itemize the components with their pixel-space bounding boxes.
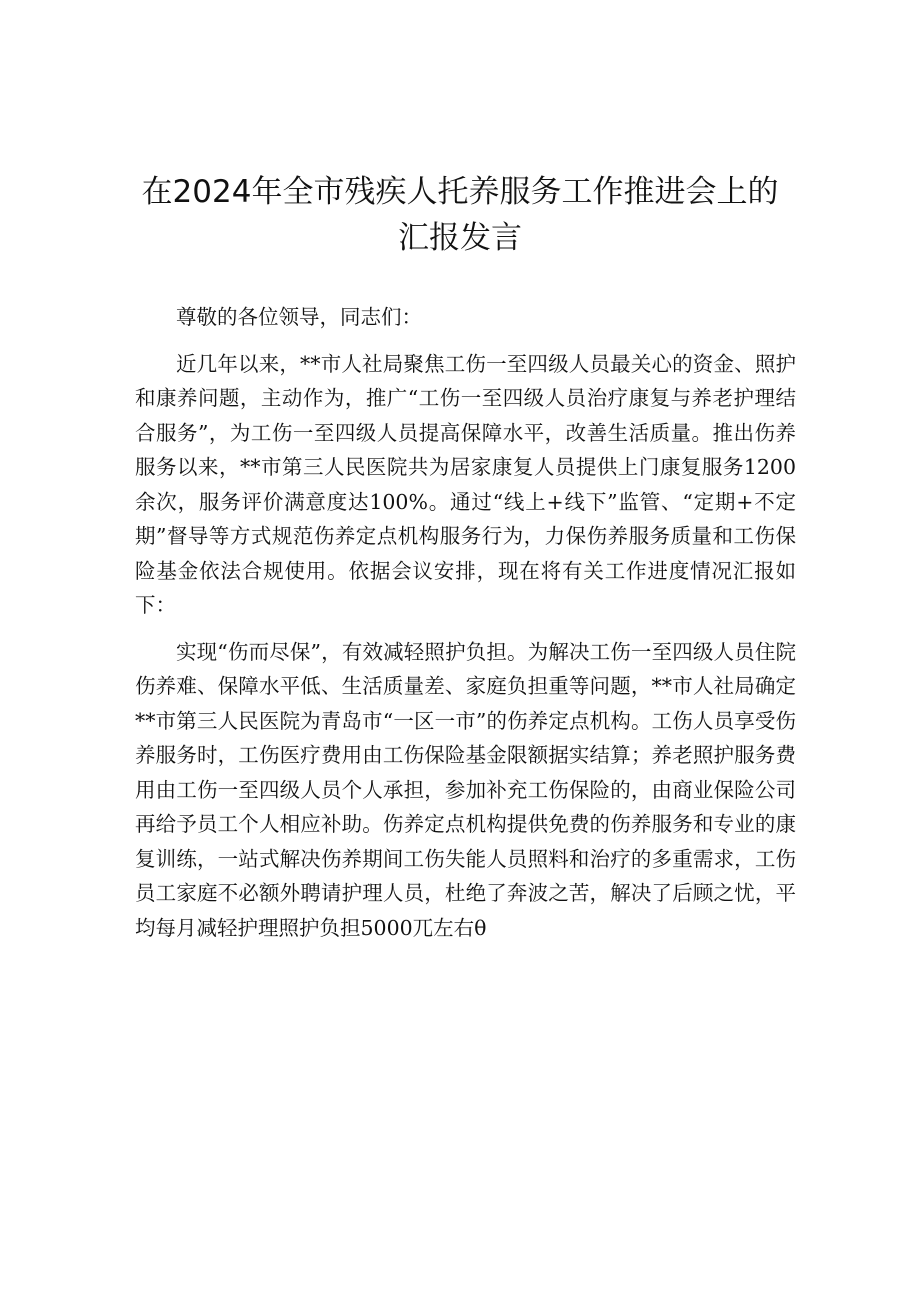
document-title xyxy=(100,169,820,261)
salutation: 尊敬的各位领导，同志们： xyxy=(176,305,422,329)
document-body xyxy=(135,300,796,957)
paragraph-care-burden: 实现“伤而尽保”，有效减轻照护负担。为解决工伤一至四级人员住院伤养难、保障水平低、生活质量差、家庭负担重等问题，**市人社局确定**市第三人民医院为青岛市“一区一市”的伤养定点机构。工伤人员享受伤养服务时，工伤医疗费用由工伤保险基金限额据实结算；养老照护服务费用由工伤一至四级人员个人承担，参加补充工伤保险的，由商业保险公司再给予员工个人相应补助。伤养定点机构提供免费的伤养服务和专业的康复训练，一站式解决伤养期间工伤失能人员照料和治疗的多重需求，工伤员工家庭不必额外聘请护理人员，杜绝了奔波之苦，解决了后顾之忧，平均每月减轻护理照护负担5000兀左右θ xyxy=(135,639,796,940)
title-line-2: 汇报发言 xyxy=(398,219,522,256)
paragraph-intro: 近几年以来，**市人社局聚焦工伤一至四级人员最关心的资金、照护和康养问题，主动作为，推广“工伤一至四级人员治疗康复与养老护理结合服务”，为工伤一至四级人员提高保障水平，改善生活质量。推出伤养服务以来，**市第三人民医院共为居家康复人员提供上门康复服务1200余次，服务评价满意度达100%。通过“线上+线下”监管、“定期+不定期”督导等方式规范伤养定点机构服务行为，力保伤养服务质量和工伤保险基金依法合规使用。依据会议安排，现在将有关工作进度情况汇报如下： xyxy=(135,351,796,617)
title-line-1: 在2024年全市残疾人托养服务工作推进会上的 xyxy=(141,173,779,210)
